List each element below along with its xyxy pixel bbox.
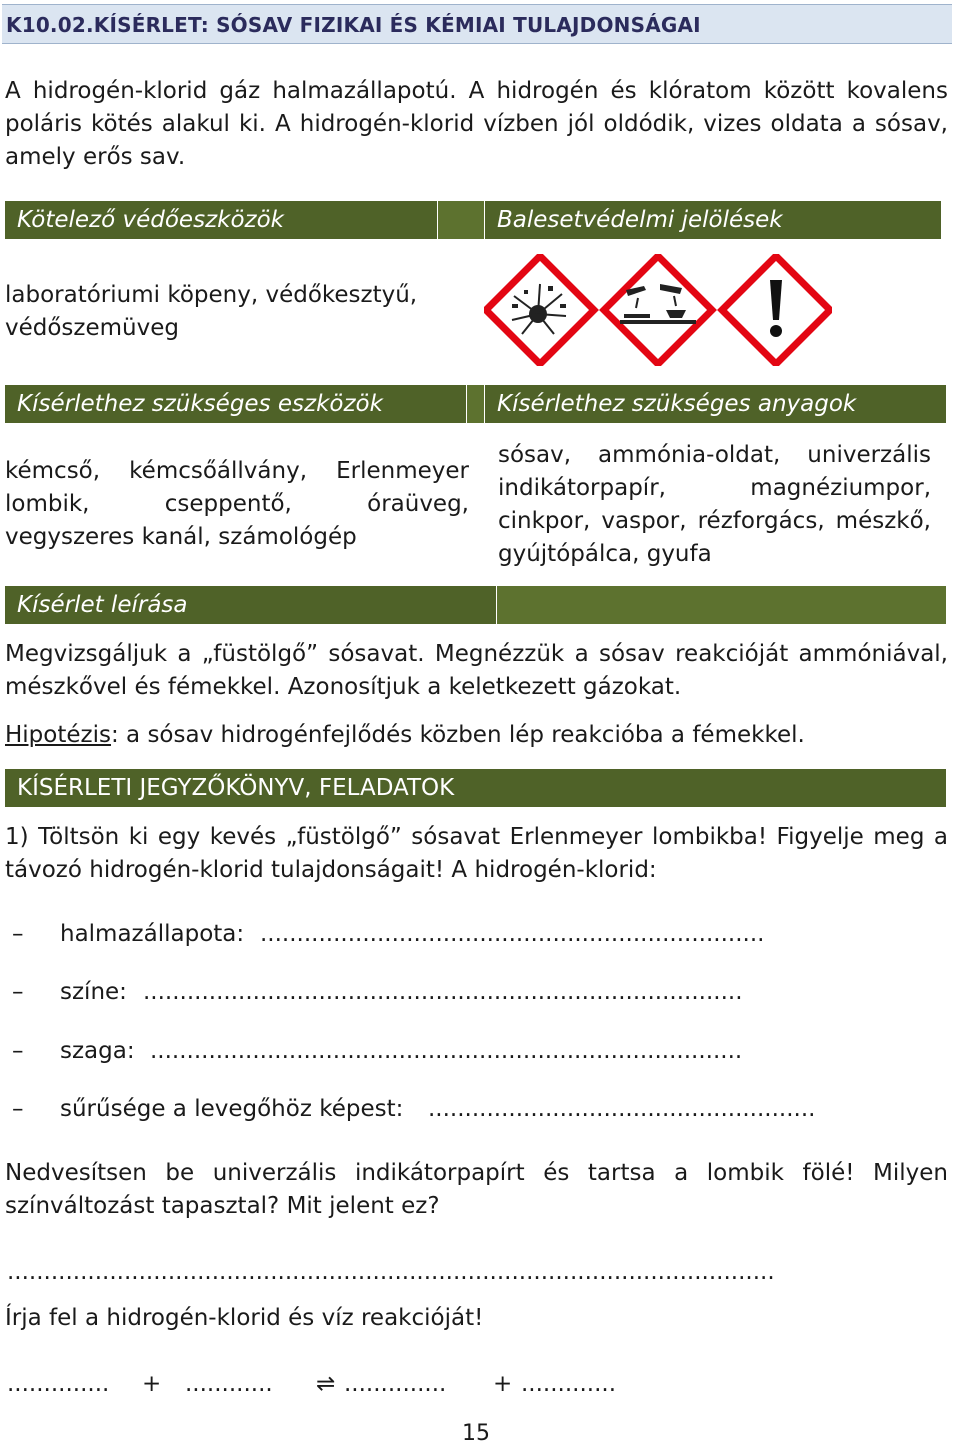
plus-sign: + [142,1371,162,1397]
reaction-prompt: Írja fel a hidrogén-klorid és víz reakcióját! [5,1305,484,1331]
answer-blank[interactable]: ..................................................................... [260,921,765,947]
header-description-fill [497,586,946,624]
intro-paragraph: A hidrogén-klorid gáz halmazállapotú. A hidrogén és klóratom között kovalens poláris kötés alakul ki. A hidrogén-klorid vízben jól oldódik, vizes oldata a sósav, amely erős sav. [5,78,948,170]
protective-equipment-text: laboratóriumi köpeny, védőkesztyű, védőszemüveg [5,282,418,341]
reaction-equation [0,1368,700,1401]
list-item [0,1035,945,1068]
list-item [0,1093,945,1126]
answer-blank[interactable]: ................................................................................. [150,1038,743,1064]
hypothesis-line [5,719,948,752]
tools-text: kémcső, kémcsőállvány, Erlenmeyer lombik, cseppentő, óraüveg, vegyszeres kanál, számológép [5,458,469,550]
description-text: Megvizsgáljuk a „füstölgő” sósavat. Megnézzük a sósav reakcióját ammóniával, mészkővel és fémekkel. Azonosítjuk a keletkezett gázokat. [5,641,948,700]
indicator-question: Nedvesítsen be univerzális indikátorpapírt és tartsa a lombik fölé! Milyen színváltozást tapasztal? Mit jelent ez? [5,1160,948,1219]
hypothesis-label: Hipotézis [5,722,111,748]
header-separator [438,201,484,239]
answer-blank[interactable]: ..................................................... [428,1096,816,1122]
equation-blank-2[interactable]: ............ [185,1371,273,1397]
list-dash: – [12,1038,24,1064]
property-label: szaga: [60,1038,135,1064]
materials-text: sósav, ammónia-oldat, univerzális indikátorpapír, magnéziumpor, cinkpor, vaspor, rézforgács, mészkő, gyújtópálca, gyufa [498,442,931,567]
task-1-text: 1) Töltsön ki egy kevés „füstölgő” sósavat Erlenmeyer lombikba! Figyelje meg a távozó hidrogén-klorid tulajdonságait! A hidrogén-klorid: [5,824,948,883]
property-label: halmazállapota: [60,921,245,947]
header-materials: Kísérlethez szükséges anyagok [485,385,946,423]
property-label: sűrűsége a levegőhöz képest: [60,1096,404,1122]
answer-blank[interactable]: .................................................................................. [143,979,743,1005]
document-title-bar [2,4,952,44]
explosive-hazard-icon [486,256,594,364]
equilibrium-arrow-icon: ⇌ [316,1371,336,1397]
document-title: K10.02.KÍSÉRLET: SÓSAV FIZIKAI ÉS KÉMIAI TULAJDONSÁGAI [6,13,701,37]
list-dash: – [12,1096,24,1122]
header-safety-labels: Balesetvédelmi jelölések [485,201,941,239]
header-tools: Kísérlethez szükséges eszközök [5,385,466,423]
equation-blank-3[interactable]: .............. [344,1371,447,1397]
list-dash: – [12,921,24,947]
hypothesis-text: : a sósav hidrogénfejlődés közben lép reakcióba a fémekkel. [110,722,805,748]
corrosive-hazard-icon [604,256,712,364]
exclamation-hazard-icon [722,256,830,364]
equation-blank-4[interactable]: ............. [521,1371,617,1397]
page-number: 15 [462,1421,490,1446]
equation-blank-1[interactable]: .............. [7,1371,110,1397]
answer-line[interactable]: ......................................................................................................... [7,1259,775,1285]
hazard-pictograms [484,254,832,366]
list-dash: – [12,979,24,1005]
header-separator [467,385,484,423]
plus-sign: + [493,1371,513,1397]
header-protective-equipment: Kötelező védőeszközök [5,201,437,239]
header-description: Kísérlet leírása [5,586,496,624]
header-protocol: KÍSÉRLETI JEGYZŐKÖNYV, FELADATOK [5,769,946,807]
property-label: színe: [60,979,127,1005]
list-item [0,918,945,951]
list-item [0,976,945,1009]
